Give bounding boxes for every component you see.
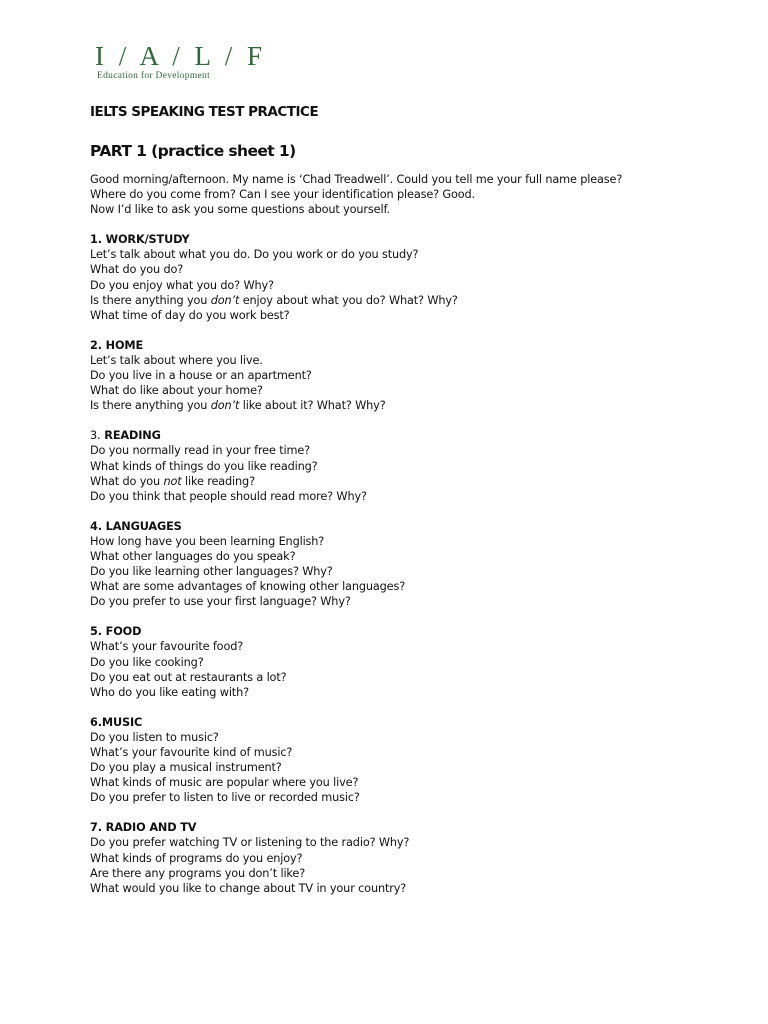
question-line: Are there any programs you don’t like? (90, 866, 306, 880)
section-title: MUSIC (101, 715, 143, 729)
intro-line: Good morning/afternoon. My name is ‘Chad Treadwell’. Could you tell me your full name please? (90, 173, 623, 186)
section-number: 6. (90, 715, 102, 729)
question-line: Do you prefer to use your first language? Why? (90, 595, 351, 609)
question-section (90, 820, 730, 895)
intro-line: Where do you come from? Can I see your identification please? Good. (90, 188, 475, 202)
question-section (90, 338, 730, 413)
emphasized-word: don’t (210, 293, 240, 307)
section-number: 5. (90, 625, 102, 639)
question-line: Let’s talk about what you do. Do you work or do you study? (90, 248, 419, 262)
section-title: LANGUAGES (105, 519, 182, 533)
question-line: What kinds of music are popular where you live? (90, 776, 359, 790)
question-text: enjoy about what you do? What? Why? (239, 293, 458, 307)
question-section (90, 232, 730, 323)
question-section (90, 624, 730, 699)
question-text: like reading? (181, 474, 255, 488)
question-section (90, 428, 730, 503)
question-line: What do like about your home? (90, 384, 263, 398)
question-line: Do you like learning other languages? Why? (90, 565, 333, 579)
question-line (90, 398, 730, 413)
question-line (90, 474, 730, 489)
question-line: What’s your favourite kind of music? (90, 746, 293, 759)
section-heading (90, 232, 730, 247)
question-line: Who do you like eating with? (90, 685, 249, 699)
question-text: Is there anything you (90, 399, 211, 413)
section-title: WORK/STUDY (105, 233, 190, 247)
section-title: READING (104, 429, 161, 443)
question-line: Do you like cooking? (90, 655, 204, 669)
question-line: Do you listen to music? (90, 730, 219, 744)
question-line: What are some advantages of knowing other languages? (90, 580, 406, 594)
question-line: Do you live in a house or an apartment? (90, 369, 312, 383)
section-number: 2. (90, 338, 102, 352)
question-line: What other languages do you speak? (90, 549, 296, 563)
question-text: What do you (90, 474, 164, 488)
section-number: 1. (90, 233, 102, 247)
question-sections (90, 232, 730, 896)
intro-line: Now I’d like to ask you some questions about yourself. (90, 203, 390, 217)
question-line: Do you prefer to listen to live or recorded music? (90, 791, 360, 805)
question-line: What time of day do you work best? (90, 308, 290, 322)
question-text: like about it? What? Why? (239, 399, 386, 413)
section-heading (90, 428, 730, 443)
question-line: What would you like to change about TV in your country? (90, 881, 407, 895)
question-line (90, 293, 730, 308)
logo-tagline: Education for Development (97, 71, 211, 81)
ialf-logo (95, 43, 266, 82)
question-line: Let’s talk about where you live. (90, 353, 263, 367)
section-title: RADIO AND TV (105, 821, 197, 835)
emphasized-word: don’t (210, 399, 240, 413)
question-line: What do you do? (90, 263, 184, 277)
question-line: Do you think that people should read more? Why? (90, 489, 367, 503)
question-line: How long have you been learning English? (90, 534, 325, 548)
section-title: HOME (105, 338, 144, 352)
document-body (90, 172, 730, 896)
emphasized-word: not (163, 474, 182, 488)
question-line: What’s your favourite food? (90, 640, 244, 654)
question-section (90, 715, 730, 806)
question-line: What kinds of programs do you enjoy? (90, 851, 303, 865)
question-text: Is there anything you (90, 293, 211, 307)
question-line: What kinds of things do you like reading? (90, 459, 318, 473)
question-line: Do you eat out at restaurants a lot? (90, 670, 287, 684)
question-line: Do you enjoy what you do? Why? (90, 278, 274, 292)
section-heading (90, 715, 730, 730)
question-line: Do you normally read in your free time? (90, 444, 310, 458)
section-heading (90, 519, 730, 534)
question-line: Do you prefer watching TV or listening to the radio? Why? (90, 836, 410, 850)
part-title: PART 1 (practice sheet 1) (90, 142, 296, 160)
document-title: IELTS SPEAKING TEST PRACTICE (90, 104, 319, 120)
section-title: FOOD (105, 625, 142, 639)
logo-mark: I / A / L / F (95, 41, 267, 71)
section-heading (90, 820, 730, 835)
section-heading (90, 338, 730, 353)
section-number: 7. (90, 821, 102, 835)
section-heading (90, 624, 730, 639)
section-number: 3. (90, 429, 101, 443)
section-number: 4. (90, 519, 102, 533)
intro-paragraph (90, 172, 730, 217)
question-line: Do you play a musical instrument? (90, 761, 282, 775)
question-section (90, 519, 730, 610)
